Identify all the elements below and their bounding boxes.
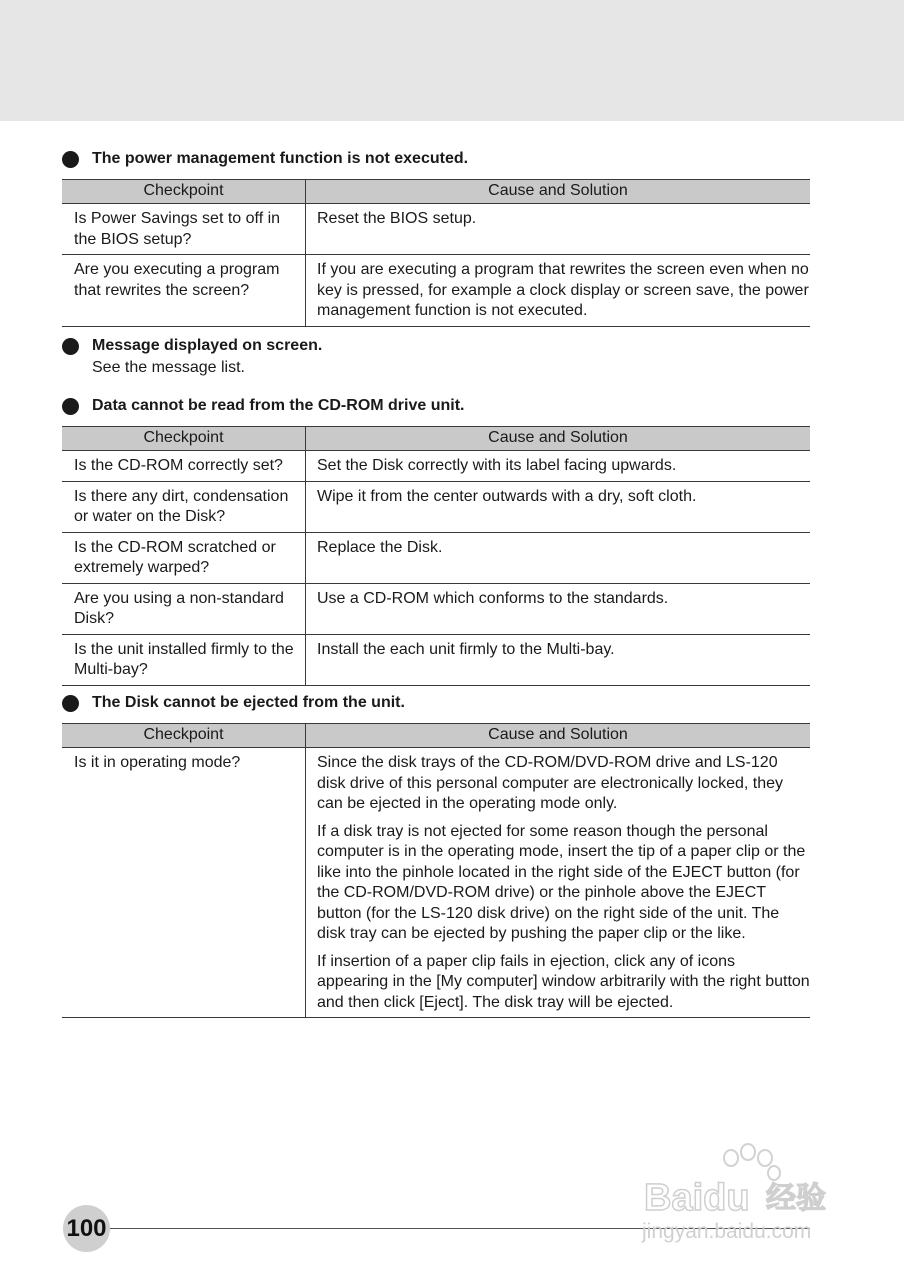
solution-cell [306,748,811,1018]
solution-paragraph: If a disk tray is not ejected for some reason though the personal computer is in the operating mode, insert the tip of a paper clip or the like into the pinhole located in the right side of the EJECT button (for the CD-ROM/DVD-ROM drive) or the pinhole above the EJECT button (for the LS-120 disk drive) on the right side of the unit. The disk tray can be ejected by pushing the paper clip or the like. [317,822,806,942]
solution-paragraph: Set the Disk correctly with its label facing upwards. [317,457,677,474]
solution-paragraph: Replace the Disk. [317,538,443,556]
solution-paragraph: If you are executing a program that rewrites the screen even when no key is pressed, for example a clock display or screen save, the power management function is not executed. [317,261,809,319]
table-header-row [62,427,810,451]
solution-paragraph: Since the disk trays of the CD-ROM/DVD-ROM drive and LS-120 disk drive of this personal computer are electronically locked, they can be ejected in the operating mode only. [317,754,783,812]
section-heading [62,335,810,357]
table-row [62,532,810,583]
table-header-row [62,180,810,204]
heading-text: The power management function is not executed. [92,150,469,167]
table-row [62,451,810,482]
checkpoint-cell: Is it in operating mode? [62,748,306,1018]
heading-text: Message displayed on screen. [92,337,323,354]
table-row [62,583,810,634]
section-subtext: See the message list. [92,359,245,376]
checkpoint-cell: Is the CD-ROM correctly set? [62,451,306,482]
solution-paragraph: Wipe it from the center outwards with a dry, soft cloth. [317,487,697,505]
baidu-jingyan-watermark [636,1140,851,1250]
solution-cell [306,204,811,255]
solution-paragraph: Use a CD-ROM which conforms to the standards. [317,589,669,607]
solution-cell [306,451,811,482]
section-heading [62,692,810,714]
table-row [62,634,810,685]
section-heading [62,148,810,170]
checkpoint-cell: Are you executing a program that rewrites the screen? [62,255,306,327]
section-message-displayed [62,335,810,378]
solution-paragraph: Reset the BIOS setup. [317,210,477,227]
solution-paragraph: If insertion of a paper clip fails in ejection, click any of icons appearing in the [My computer] window arbitrarily with the right button and then click [Eject]. The disk tray will be ejected. [317,952,810,1011]
solution-cell [306,481,811,532]
table-header-row [62,724,810,748]
troubleshooting-table [62,179,810,327]
column-header-checkpoint: Checkpoint [62,180,306,204]
checkpoint-cell: Is Power Savings set to off in the BIOS setup? [62,204,306,255]
table-row [62,481,810,532]
table-row [62,748,810,1018]
bullet-icon [62,398,79,415]
table-row [62,255,810,327]
svg-text:Baidu: Baidu [644,1177,750,1219]
section-power-management [62,148,810,327]
section-heading [62,395,810,417]
checkpoint-cell: Is there any dirt, condensation or water on the Disk? [62,481,306,532]
column-header-cause-solution: Cause and Solution [306,724,811,748]
heading-text: The Disk cannot be ejected from the unit. [92,694,405,711]
bullet-icon [62,338,79,355]
solution-cell [306,532,811,583]
solution-cell [306,255,811,327]
checkpoint-cell: Is the CD-ROM scratched or extremely warped? [62,532,306,583]
troubleshooting-table [62,723,810,1018]
solution-paragraph: Install the each unit firmly to the Multi-bay. [317,640,615,658]
section-disk-eject [62,692,810,1018]
column-header-cause-solution: Cause and Solution [306,180,811,204]
solution-cell [306,634,811,685]
table-row [62,204,810,255]
bullet-icon [62,695,79,712]
header-band [0,0,904,121]
checkpoint-cell: Is the unit installed firmly to the Multi-bay? [62,634,306,685]
checkpoint-cell: Are you using a non-standard Disk? [62,583,306,634]
column-header-checkpoint: Checkpoint [62,724,306,748]
column-header-cause-solution: Cause and Solution [306,427,811,451]
section-cdrom-read [62,395,810,686]
page-number: 100 [66,1215,107,1242]
heading-text: Data cannot be read from the CD-ROM drive unit. [92,397,465,414]
svg-text:经验: 经验 [766,1181,826,1216]
solution-cell [306,583,811,634]
column-header-checkpoint: Checkpoint [62,427,306,451]
svg-text:jingyan.baidu.com: jingyan.baidu.com [642,1220,812,1243]
troubleshooting-table [62,426,810,686]
bullet-icon [62,151,79,168]
